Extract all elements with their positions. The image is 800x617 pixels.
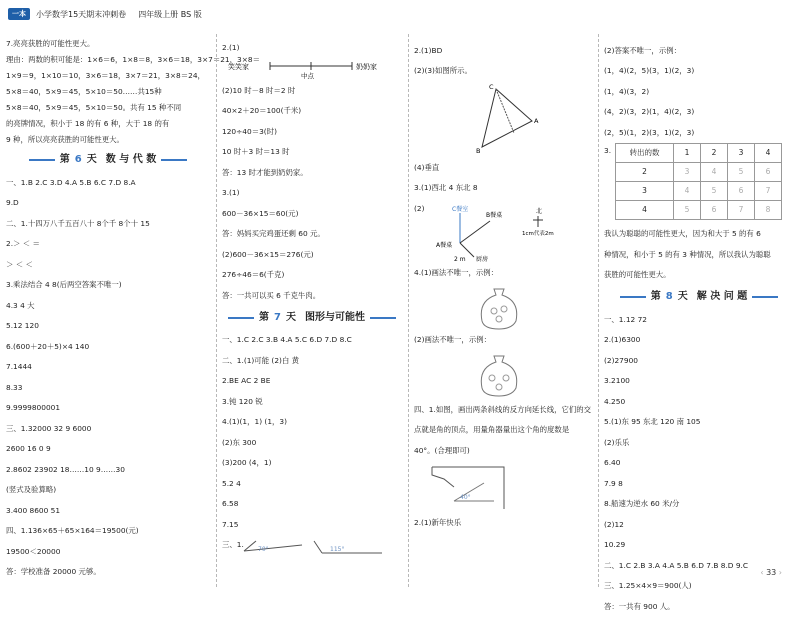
answer-line: 2.BE AC 2 BE: [222, 376, 271, 386]
answer-column-4: [604, 40, 794, 617]
q2-label: 2.(1): [222, 43, 240, 53]
vertex-b: B: [476, 147, 481, 155]
answer-line: 2.8602 23902 18……10 9……30: [6, 464, 125, 474]
answer-line: 10.29: [604, 540, 626, 550]
answer-line: 7.15: [222, 519, 239, 529]
answer-line: 7.亮亮获胜的可能性更大。: [6, 39, 95, 49]
answer-line: (2)27900: [604, 355, 638, 365]
answer-line: 5.2 4: [222, 478, 241, 488]
table-cell: 7: [755, 181, 782, 200]
table-header-cell: 2: [701, 143, 728, 162]
table-cell: 4: [701, 162, 728, 181]
answer-line: 理由：两数的积可能是：1×6＝6，1×8＝8，3×6＝18，3×7＝21，3×8＝: [6, 55, 261, 65]
answer-line: (2)(3)如图所示。: [414, 66, 472, 76]
angle-40-label: 40°: [460, 493, 471, 501]
table-cell: 6: [728, 181, 755, 200]
answer-line: 600－36×15＝60(元): [222, 208, 299, 218]
table-header-cell: 转出的数: [616, 143, 674, 162]
answer-line: 点就是角的顶点，用量角器量出这个角的度数是: [414, 425, 570, 435]
triangle-svg: [414, 81, 592, 157]
answer-column-3: [414, 40, 592, 530]
answer-line: 3.钝 120 锐: [222, 396, 263, 406]
answer-line: (2)12: [604, 519, 624, 529]
table-header-cell: 4: [755, 143, 782, 162]
q4-2-label: (2)画法不唯一，示例：: [414, 335, 491, 345]
bag-drawing-1: [414, 281, 592, 331]
answer-line: 10 时＋3 时＝13 时: [222, 147, 290, 157]
answer-line: 2.(1)BD: [414, 45, 443, 55]
day-7-heading: 第 7 天 图形与可能性: [222, 306, 402, 330]
map-label-b: B餐桌: [486, 211, 503, 219]
table-cell: 4: [674, 181, 701, 200]
q4-1-label: 4.(1)画法不唯一，示例：: [414, 267, 499, 277]
answer-line: 5.12 120: [6, 321, 39, 331]
answer-line: 4.(1)(1，1) (1，3): [222, 417, 287, 427]
answer-line: 5×8＝40，5×9＝45，5×10＝50……共15种: [6, 87, 162, 97]
page-prev-icon: ‹: [760, 568, 764, 577]
table-cell: 8: [755, 200, 782, 219]
answer-line: (2)10 时－8 时＝2 时: [222, 85, 296, 95]
answer-line: 二、1.(1)可能 (2)白 黄: [222, 355, 300, 365]
column-divider: [216, 34, 217, 587]
table-cell: 4: [616, 200, 674, 219]
table-row: [616, 162, 782, 181]
answer-line: 8.33: [6, 382, 23, 392]
answer-line: 3.(1)西北 4 东北 8: [414, 183, 478, 193]
map-label-kitchen: 厨房: [476, 255, 489, 263]
q3-label: 3.: [604, 145, 612, 155]
q2-1-answer: 2.(1)新年快乐: [414, 517, 462, 527]
day-8-heading: 第 8 天 解 决 问 题: [604, 285, 794, 309]
answer-line: 我认为聪聪的可能性更大，因为和大于 5 的有 6: [604, 229, 761, 239]
table-cell: 7: [728, 200, 755, 219]
answer-line: 3.乘法结合 4 8(后两空答案不唯一): [6, 280, 122, 290]
answer-line: 9 种，所以亮亮获胜的可能性更大。: [6, 135, 124, 145]
answer-line: (4)垂直: [414, 162, 440, 172]
answer-line: 276÷46＝6(千克): [222, 270, 285, 280]
answer-line: (2)600－36×15＝276(元): [222, 249, 314, 259]
answer-line: 一、1.B 2.C 3.D 4.A 5.B 6.C 7.D 8.A: [6, 177, 136, 187]
table-cell: 6: [755, 162, 782, 181]
answer-line: 40°。(合理即可): [414, 445, 470, 455]
answer-line: 获胜的可能性更大。: [604, 270, 671, 280]
answer-line: (3)200 (4，1): [222, 458, 272, 468]
table-cell: 3: [674, 162, 701, 181]
table-cell: 5: [701, 181, 728, 200]
answer-line: 5×8＝40，5×9＝45，5×10＝50。共有 15 种不同: [6, 103, 182, 113]
angle-40-drawing: [414, 461, 592, 513]
angle-70: 70°: [258, 546, 269, 553]
table-row: [616, 181, 782, 200]
angle-115: 115°: [330, 546, 345, 553]
answer-line: 答：一共有 900 人。: [604, 601, 675, 611]
table-cell: 3: [616, 181, 674, 200]
answer-line: 二、1.十四万八千五百八十 8个千 8个十 15: [6, 218, 150, 228]
answer-line: (2)东 300: [222, 437, 257, 447]
answer-line: 6.40: [604, 458, 621, 468]
answer-line: 答：一共可以买 6 千克牛肉。: [222, 290, 321, 300]
answer-line: 3.2100: [604, 376, 630, 386]
vertex-a: A: [534, 117, 539, 125]
answer-line: 答：13 时才能到奶奶家。: [222, 167, 308, 177]
line-segment-figure: [222, 56, 402, 80]
answer-line: (2): [414, 203, 425, 213]
table-header-cell: 3: [728, 143, 755, 162]
answer-line: 2.(1)6300: [604, 335, 641, 345]
table-row: [616, 200, 782, 219]
answer-column-2: [222, 40, 402, 574]
answer-line: (2，5)(1，2)(3，1)(2，3): [604, 127, 695, 137]
answer-line: 19500＜20000: [6, 546, 61, 556]
answer-line: 四、1.136×65＋65×164＝19500(元): [6, 526, 139, 536]
page-number: ‹ 33 ›: [760, 568, 782, 577]
grade-label: 四年级上册 BS 版: [138, 9, 202, 19]
answer-line: 5.(1)东 95 东北 120 南 105: [604, 417, 701, 427]
book-title: 小学数学15天期末冲刺卷: [36, 9, 127, 19]
label-xiaoxiao-home: 笑笑家: [228, 63, 249, 71]
answer-line: (1，4)(3，2): [604, 86, 650, 96]
triangle-figure: [414, 81, 592, 157]
bag-drawing-2: [414, 348, 592, 398]
map-north: 北: [536, 207, 543, 215]
answer-line: 9.D: [6, 198, 19, 208]
answer-line: 三、1.25×4×9＝900(人): [604, 581, 692, 591]
map-svg: [414, 203, 592, 265]
column-divider: [598, 34, 599, 587]
answer-line: 9.9999800001: [6, 403, 61, 413]
answer-line: (1，4)(2，5)(3，1)(2，3): [604, 66, 695, 76]
line-segment-svg: [222, 56, 402, 80]
answer-line: 答：学校准备 20000 元够。: [6, 567, 101, 577]
map-label-a: A餐桌: [436, 241, 453, 249]
angle-drawings: [242, 539, 422, 557]
answer-line: 8.船速为逆水 60 米/分: [604, 499, 680, 509]
label-grandma-home: 奶奶家: [356, 63, 377, 71]
map-label-scale: 2 m: [454, 255, 466, 263]
answer-line: 三、1.32000 32 9 6000: [6, 423, 92, 433]
answer-line: 7.1444: [6, 362, 32, 372]
table-cell: 2: [616, 162, 674, 181]
table-cell: 5: [674, 200, 701, 219]
answer-line: (4，2)(3，2)(1，4)(2，3): [604, 107, 695, 117]
answer-line: 1×9＝9，1×10＝10，3×6＝18，3×7＝21，3×8＝24，: [6, 71, 205, 81]
answer-line: 一、1.C 2.C 3.B 4.A 5.C 6.D 7.D 8.C: [222, 335, 352, 345]
q3-table-block: [604, 143, 794, 220]
map-label-c: C餐室: [452, 205, 469, 213]
answer-line: 6.(600＋20＋5)×4 140: [6, 341, 90, 351]
answer-line: 四、1.如图，画出两条斜线的反方向延长线，它们的交: [414, 404, 592, 414]
answer-line: 4.250: [604, 396, 626, 406]
table-cell: 6: [701, 200, 728, 219]
sum-table: [615, 143, 782, 220]
answer-line: 3.(1): [222, 188, 240, 198]
answer-line: 三、1.: [222, 540, 244, 550]
answer-line: 3.400 8600 51: [6, 505, 61, 515]
column-divider: [408, 34, 409, 587]
answer-line: 40×2＋20＝100(千米): [222, 106, 302, 116]
page-next-icon: ›: [778, 568, 782, 577]
answer-line: 的亮牌情况，积小于 18 的有 6 种，大于 18 的有: [6, 119, 170, 129]
map-scale-note: 1cm代表2m: [522, 230, 554, 237]
brand-logo: 一本: [8, 8, 30, 20]
table-header-cell: 1: [674, 143, 701, 162]
answer-line: ＞ ＜ ＜: [6, 259, 33, 269]
answer-line: 120÷40＝3(时): [222, 126, 277, 136]
answer-line: 种情况，和小于 5 的有 3 种情况，所以我认为聪聪: [604, 249, 771, 259]
answer-line: 2.＞ ＜ ＝: [6, 239, 40, 249]
vertex-c: C: [489, 83, 494, 91]
answer-line: 7.9 8: [604, 478, 623, 488]
map-figure: [414, 203, 592, 265]
page-header: [8, 7, 202, 21]
answer-line: 6.58: [222, 499, 239, 509]
table-cell: 5: [728, 162, 755, 181]
answer-line: (2)答案不唯一，示例：: [604, 45, 681, 55]
answer-line: 2600 16 0 9: [6, 444, 51, 454]
answer-line: (竖式及验算略): [6, 485, 57, 495]
answer-line: 答：妈妈买完鸡蛋还剩 60 元。: [222, 229, 325, 239]
answer-line: (2)乐乐: [604, 437, 630, 447]
answer-line: 二、1.C 2.B 3.A 4.A 5.B 6.D 7.B 8.D 9.C: [604, 560, 749, 570]
label-midpoint: 中点: [301, 72, 314, 80]
day-6-heading: 第 6 天 数 与 代 数: [6, 148, 210, 172]
answer-line: 一、1.12 72: [604, 314, 647, 324]
answer-line: 4.3 4 大: [6, 300, 35, 310]
